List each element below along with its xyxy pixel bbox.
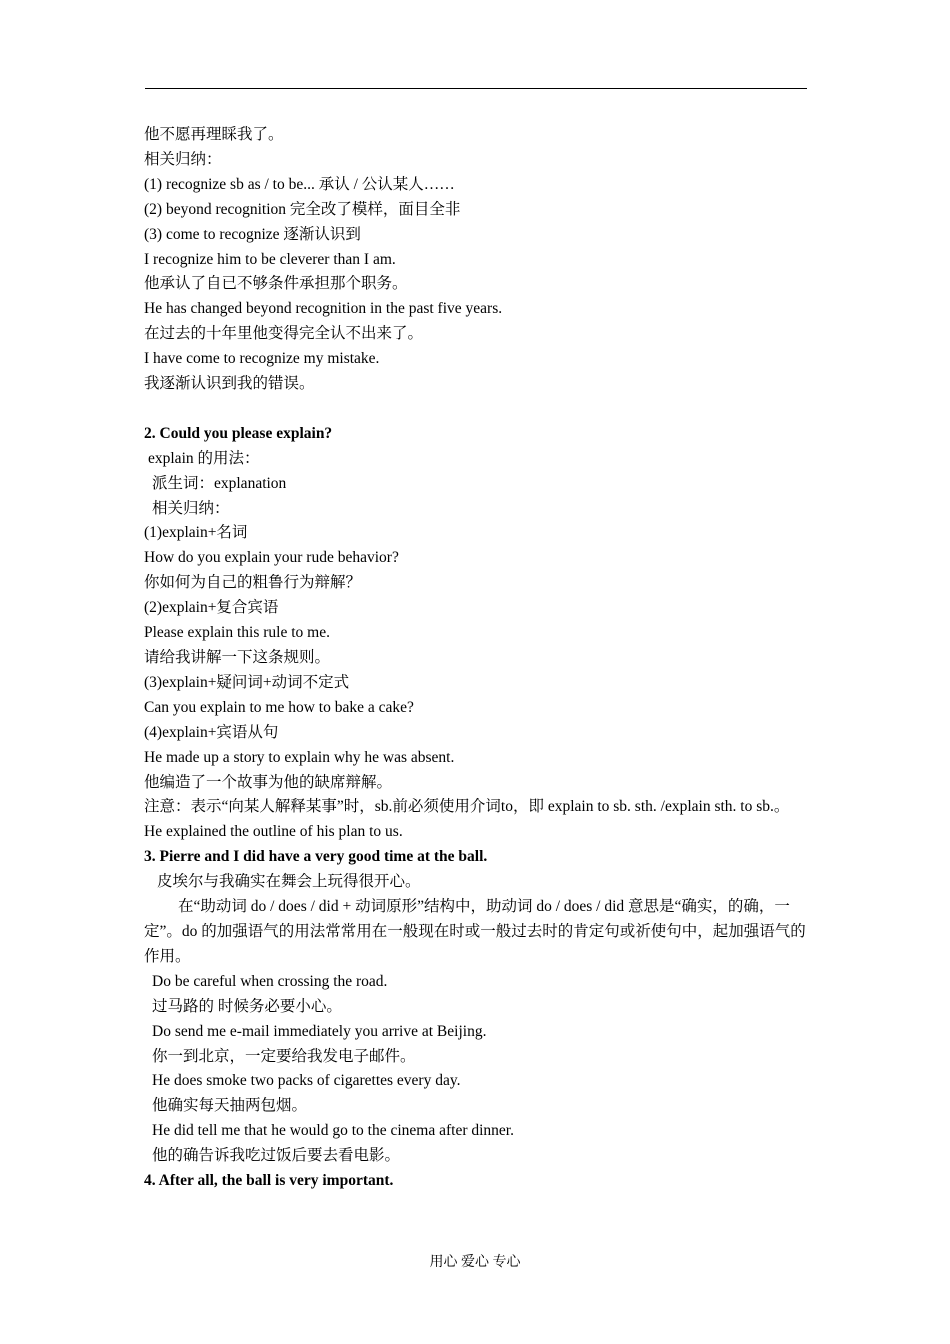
explanation-paragraph: [144, 895, 816, 970]
text-line: (1) recognize sb as / to be... 承认 / 公认某人……: [144, 175, 455, 193]
text-line: He made up a story to explain why he was absent.: [144, 748, 455, 766]
text-line: 在过去的十年里他变得完全认不出来了。: [144, 325, 424, 343]
text-line: Can you explain to me how to bake a cake?: [144, 698, 414, 716]
text-line: Do be careful when crossing the road.: [152, 972, 388, 990]
text-line: (3) come to recognize 逐渐认识到: [144, 225, 361, 243]
note-paragraph: 注意：表示“向某人解释某事”时，sb.前必须使用介词to，即 explain to sb. sth. /explain sth. to sb.。: [144, 798, 790, 816]
text-line: (1)explain+名词: [144, 524, 248, 542]
text-line: 他确实每天抽两包烟。: [152, 1097, 308, 1115]
text-line: 你如何为自己的粗鲁行为辩解？: [144, 574, 362, 592]
text-line: 他编造了一个故事为他的缺席辩解。: [144, 773, 393, 791]
text-line: (4)explain+宾语从句: [144, 723, 279, 741]
text-line: He did tell me that he would go to the cinema after dinner.: [152, 1122, 514, 1140]
text-line: 他承认了自已不够条件承担那个职务。: [144, 275, 408, 293]
text-line: 相关归纳：: [144, 150, 222, 168]
text-line: 我逐渐认识到我的错误。: [144, 375, 315, 393]
text-line: Please explain this rule to me.: [144, 624, 330, 642]
text-line: explain 的用法：: [148, 449, 260, 467]
text-line: 你一到北京，一定要给我发电子邮件。: [152, 1047, 416, 1065]
section-heading: 3. Pierre and I did have a very good time at the ball.: [144, 848, 488, 866]
text-line: 派生词：explanation: [152, 474, 287, 492]
text-line: He has changed beyond recognition in the past five years.: [144, 300, 503, 318]
blank-line: [144, 397, 816, 422]
header-rule: [145, 88, 807, 89]
section-heading: 4. After all, the ball is very important.: [144, 1172, 394, 1190]
text-line: 请给我讲解一下这条规则。: [144, 649, 331, 667]
text-line: He explained the outline of his plan to us.: [144, 823, 403, 841]
text-line: 过马路的 时候务必要小心。: [152, 997, 342, 1015]
text-line: Do send me e-mail immediately you arrive at Beijing.: [152, 1022, 487, 1040]
text-line: 皮埃尔与我确实在舞会上玩得很开心。: [157, 873, 421, 891]
text-line: (2) beyond recognition 完全改了模样，面目全非: [144, 200, 461, 218]
text-line: (2)explain+复合宾语: [144, 599, 279, 617]
text-line: He does smoke two packs of cigarettes every day.: [152, 1072, 461, 1090]
text-line: I recognize him to be cleverer than I am.: [144, 250, 396, 268]
document-body: [144, 123, 816, 1194]
text-line: How do you explain your rude behavior?: [144, 549, 399, 567]
section-heading: 2. Could you please explain?: [144, 424, 333, 442]
text-line: 他不愿再理睬我了。: [144, 126, 284, 143]
text-line: 他的确告诉我吃过饭后要去看电影。: [152, 1147, 401, 1165]
page-footer: 用心 爱心 专心: [429, 1255, 521, 1270]
text-line: I have come to recognize my mistake.: [144, 350, 380, 368]
explanation-text: 在“助动词 do / does / did + 动词原形”结构中，助动词 do / does / did 意思是“确实，的确，一定”。do 的加强语气的用法常常用在一般现在时或一般过去时的肯定句或祈使句中，起加强语气的作用。: [144, 898, 806, 965]
text-line: (3)explain+疑问词+动词不定式: [144, 673, 350, 691]
text-line: 相关归纳：: [152, 499, 230, 517]
